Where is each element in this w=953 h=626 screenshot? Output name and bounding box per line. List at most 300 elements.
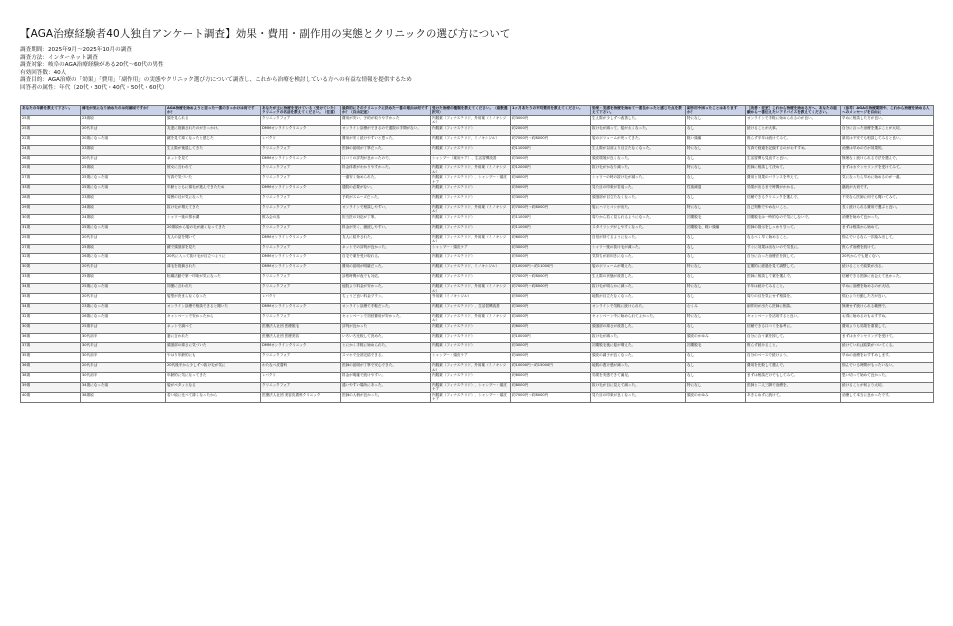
table-cell: 性欲減退 [686,185,746,195]
table-cell: 続けることで結果が出る。 [841,264,934,274]
table-cell: 20代半ば [81,363,166,373]
table-cell: 25歳になった頃 [81,224,166,234]
table-cell: 髪にハリとコシが出た。 [591,205,686,215]
table-cell: 軽い頭痛 [686,135,746,145]
table-row [21,343,934,353]
table-cell: 26歳になった頃 [81,313,166,323]
table-cell: なし [686,125,746,135]
table-cell: 27歳 [21,175,81,185]
table-cell: 薄毛を指摘された [166,264,261,274]
table-cell: 料金体系がわかりやすかった。 [341,165,431,175]
table-cell: 25歳 [21,116,81,126]
column-header: （参考）AGAの治療期間や、これから治療を始める人へのメッセージを自由に [841,106,934,116]
table-cell: ネットで調べて [166,323,261,333]
table-cell: 内服薬（フィナステリド、外用薬（ミノキシジル） [431,234,511,244]
table-cell: 地肌の透け感が減った。 [591,363,686,373]
table-cell: 内服薬（フィナステリド） [431,195,511,205]
table-cell: 抜け毛が目に見えて減った。 [591,383,686,393]
table-cell: 約12000円 [511,165,591,175]
table-cell: 25歳になった頃 [81,284,166,294]
table-cell: キャンペーンを活用すると良い。 [746,313,841,323]
table-cell: オンライン診療で手軽だった。 [341,303,431,313]
table-cell: 約4000円 [511,353,591,363]
table-cell: 内服薬（フィナステリド） [431,274,511,284]
table-cell: 20代に入って抜け毛が目立つように [166,254,261,264]
table-cell: 約3000円 [511,116,591,126]
table-cell: まずはカウンセリングを受けて。 [841,333,934,343]
table-cell: 内服薬（フィナステリド） [431,333,511,343]
table-cell: 約6000円 [511,323,591,333]
table-cell: 31歳 [21,224,81,234]
table-cell: 不安なら医師に何でも聞いてみて。 [841,195,934,205]
table-cell: 妻に言われた [166,333,261,343]
table-cell: 特になし [686,116,746,126]
table-row [21,363,934,373]
table-cell: 内服薬（フィナステリド） [431,224,511,234]
table-cell: 料金が安く、継続しやすい。 [341,224,431,234]
table-cell: 早めの治療をおすすめします。 [841,353,934,363]
table-cell: 内服薬（フィナステリド、外用薬（ミノキシジル） [431,116,511,126]
table-cell: 友達に指摘されたのがきっかけ。 [166,125,261,135]
table-cell: 32歳 [21,313,81,323]
table-cell: 26歳 [21,155,81,165]
table-cell: 内服薬（フィナステリド） [431,125,511,135]
table-cell: なし [686,363,746,373]
table-cell: 医師に相談して決めて。 [746,165,841,175]
table-cell: 初期脱毛 [686,343,746,353]
table-cell: 30代前半 [81,353,166,363]
table-cell: DMMオンラインクリニック [261,264,341,274]
table-cell: 内服薬（フィナステリド、外用薬（ミノキシジル） [431,284,511,294]
table-cell: オンラインで相談しやすい。 [341,205,431,215]
table-cell: 20代半ば [81,264,166,274]
column-header: 1ヶ月あたりの平均費用を教えてください。 [511,106,591,116]
survey-table [20,105,934,403]
table-cell: 20代半ば [81,155,166,165]
table-cell: 評判が良かった [341,323,431,333]
table-cell: 頭頂部の薄さが改善した。 [591,323,686,333]
table-cell: 抜け毛が減った。 [591,333,686,343]
table-cell: 医師の説明が丁寧だった。 [341,145,431,155]
table-row [21,175,934,185]
table-cell: 髪のボリュームが増えた。 [591,264,686,274]
table-cell: 25歳 [21,234,81,244]
table-row [21,244,934,254]
table-cell: レバクリ [261,294,341,304]
table-cell: なるべく早く始めること。 [746,234,841,244]
table-cell: 25歳 [21,165,81,175]
table-cell: オンライン診療ができるので通院の手間がない。 [341,125,431,135]
table-row [21,373,934,383]
table-cell: 内服薬（フィナステリド） [431,343,511,353]
column-header: 薄毛が気になり始めたのは何歳頃ですか？ [81,106,166,116]
table-cell: 自分に合う薬を探して。 [746,333,841,343]
table-cell: 頭皮の調子が良くなった。 [591,353,686,363]
table-cell: オンライン診療で相談できると聞いた [166,303,261,313]
table-cell: 生活習慣も見直すと良い。 [746,155,841,165]
table-cell: 24歳頃 [81,214,166,224]
table-cell: 初期脱毛後に髪が増えた。 [591,343,686,353]
table-row [21,274,934,284]
table-cell: スタイリングがしやすくなった。 [591,224,686,234]
table-cell: 内服薬（フィナステリド）、シャンプー・頭皮ケア [431,392,511,402]
table-cell: 他院より料金が安かった。 [341,284,431,294]
table-cell: 継続が大切です。 [841,185,934,195]
table-cell: 髪がペタッとなる [166,383,261,393]
table-cell: 費用を比較して選んで。 [746,363,841,373]
table-cell: 転職活動で第一印象が気になった [166,274,261,284]
table-cell: スマホで全部完結できる。 [341,353,431,363]
table-cell: 35歳 [21,294,81,304]
table-cell: 39歳 [21,383,81,393]
table-cell: オンラインで気軽に続けられた。 [591,303,686,313]
table-cell: 内服薬（フィナステリド、外用薬（ミノキシジル） [431,205,511,215]
table-row [21,205,934,215]
table-cell: 約6000円 [511,373,591,383]
table-cell: 20代半ば [81,294,166,304]
table-row [21,145,934,155]
table-cell: 長く続けられる費用で選ぶと良い。 [841,205,934,215]
table-cell: 内服薬（フィナステリド） [431,185,511,195]
table-cell: 頭を見られる [166,116,261,126]
table-row [21,323,934,333]
table-cell: 自分に合った治療を選ぶことが大切。 [841,125,934,135]
table-cell: 32歳 [21,254,81,264]
table-cell: 信頼できる口コミを参考に。 [746,323,841,333]
table-cell: なし [686,353,746,363]
table-cell: 初期脱毛、軽い頭痛 [686,224,746,234]
table-cell: 頭頂部の薄さに気づいた [166,343,261,353]
table-cell: とにかく手軽に始められた。 [341,343,431,353]
table-cell: 彼女に言われて [166,165,261,175]
table-cell: 20代半ば [81,234,166,244]
column-header: ［改善・変更］これから治療を始める方へ、あなたの経験から一番伝えたいアドバイスを教えてください。 [746,106,841,116]
table-cell: 約7000円〜約8000円 [511,205,591,215]
table-cell: 約5000円 [511,254,591,264]
table-cell: 生え際が少しずつ改善した。 [591,116,686,126]
table-cell: 悩むより行動した方が良い。 [841,294,934,304]
table-cell: 医療法人社団 医療脱毛 [261,323,341,333]
table-row [21,214,934,224]
table-cell: 早めに相談した方が良い。 [841,116,934,126]
table-cell: 25歳頃 [81,274,166,284]
table-cell: 飲み会の話 [261,214,341,224]
table-cell: 初期脱毛 [686,214,746,224]
table-cell: 内服薬（フィナステリド） [431,373,511,383]
table-cell: なし [686,175,746,185]
table-cell: なし [686,254,746,264]
table-cell: 25歳になった頃 [81,175,166,185]
table-cell: 約8000円 [511,383,591,393]
table-row [21,254,934,264]
table-cell: 約11000円 [511,224,591,234]
column-header: 副作用や困ったことはありますか？ [686,106,746,116]
table-cell: クリニックフォア [261,205,341,215]
table-cell: 内服薬（フィナステリド、外用薬（ミノキシジル） [431,363,511,373]
table-cell: 20歳頃から髪の毛が細くなってきた [166,224,261,234]
table-cell: 年齢的に気になってきた [166,373,261,383]
table-row [21,284,934,294]
table-cell: 30歳 [21,214,81,224]
table-header-row [21,106,934,116]
table-cell: 医師に相談して薬を選んで。 [746,274,841,284]
table-row [21,234,934,244]
table-cell: 35歳 [21,353,81,363]
table-cell: 費用の説明が明確だった。 [341,264,431,274]
table-cell: 34歳 [21,284,81,294]
table-cell: 約6000円 [511,234,591,244]
table-cell: クリニックフォア [261,353,341,363]
table-cell: 周りから若く見られるようになった。 [591,214,686,224]
column-header: 効果・実感を治療を始めて一番良かったと感じた点を教えて下さい。 [591,106,686,116]
table-cell: 28歳 [21,195,81,205]
table-cell: 写真で気づいた [166,175,261,185]
table-cell: クリニックフォア [261,145,341,155]
table-cell: 25歳半ば [81,323,166,333]
table-cell: あきらめずに続けて。 [746,392,841,402]
table-cell: 自分のペースで続けよう。 [746,353,841,363]
table-cell: 費用よりも効果を重視して。 [841,323,934,333]
table-cell: やはり年齢的にも [166,353,261,363]
table-cell: お得に始めるのもおすすめ。 [841,313,934,323]
table-cell: シャンプー（薬用ケア）、生活習慣改善 [431,155,511,165]
table-cell: 焦らず半年は続けてみて。 [746,135,841,145]
table-cell: まずは相談だけでもしてみて。 [746,373,841,383]
table-cell: クリニックフォア [261,284,341,294]
table-cell: ちょうど良い料金プラン。 [341,294,431,304]
table-row [21,155,934,165]
table-row [21,392,934,402]
table-cell: 費用が安く続けやすいと思った。 [341,135,431,145]
table-cell: 抜け毛が増えてきた [166,205,261,215]
table-cell: キャンペーンで安かったから [166,313,261,323]
table-cell: 自信が持てるようになった。 [591,234,686,244]
table-cell: ネットを見て [166,155,261,165]
table-cell: 内服薬（フィナステリド） [431,323,511,333]
table-cell: 料金が明確で続けやすい。 [341,373,431,383]
table-cell: 37歳 [21,343,81,353]
table-cell: 治療は早めの方が効果的。 [841,145,934,155]
table-cell: 最初は不安でも相談してみると良い。 [841,135,934,145]
table-cell: 診察時間が夜でも対応。 [341,274,431,284]
table-cell: 医療法人社団 美容皮膚科クリニック [261,392,341,402]
table-cell: 半年は続けてみること。 [746,284,841,294]
table-cell: 23歳頃 [81,195,166,205]
table-cell: 周りの目を気にせず相談を。 [746,294,841,304]
table-cell: キャンペーンで初回費用が安かった。 [341,313,431,323]
column-header: AGA治療を始めようと思った一番のきっかけは何ですか？ [166,106,261,116]
table-cell: 約5000円 [511,185,591,195]
table-cell: 通院の必要がない。 [341,185,431,195]
table-cell: DMMオンラインクリニック [261,234,341,244]
table-cell: 信頼できる医師に出会えて良かった。 [841,274,934,284]
table-cell: 鏡で頭頂部を見た [166,244,261,254]
table-cell: 25歳頃 [81,165,166,175]
table-cell: 20歳になった頃 [81,135,166,145]
table-cell: 友人に紹介された。 [341,234,431,244]
table-cell: 自分に合った治療法を探して。 [746,254,841,264]
table-cell: DMMオンラインクリニック [261,343,341,353]
table-cell: 見た目の印象が良くなった。 [591,392,686,402]
table-cell: 抜け毛が減って、髪が太くなった。 [591,125,686,135]
table-cell: 約7000円〜約8000円 [511,274,591,284]
table-row [21,125,934,135]
table-cell: 約10000円 [511,333,591,343]
table-cell: むくみ [686,303,746,313]
table-cell: 医師の説明が丁寧で安心できた。 [341,363,431,373]
table-cell: 22歳 [21,135,81,145]
table-cell: 特になし [686,145,746,155]
table-cell: 25歳になった頃 [81,185,166,195]
table-cell: 36歳 [21,363,81,373]
table-cell: 費用が安い、予約が取りやすかった [341,116,431,126]
table-cell: 約3000円 [511,343,591,353]
table-cell: 27歳 [21,244,81,254]
table-cell: すぐに効果は出ないので気長に。 [746,244,841,254]
table-cell: 定期的に経過を見て調整して。 [746,264,841,274]
table-cell: 約7000円〜約8000円 [511,284,591,294]
table-cell: クリニックフォア [261,224,341,234]
table-cell: 通いやすい場所にあった。 [341,383,431,393]
page-title: 【AGA治療経験者40人独自アンケート調査】効果・費用・副作用の実態とクリニックの選び方について [20,28,511,40]
table-cell: DMMオンラインクリニック [261,254,341,264]
table-cell: 無理なく続けられる方法を選んで。 [841,155,934,165]
column-header: 最終的にそのクリニックに決めた一番の理由は何ですか？（自由記述） [341,106,431,116]
table-cell: なし [686,323,746,333]
table-cell: なし [686,294,746,304]
table-cell: まずはカウンセリングを受けてみて。 [841,165,934,175]
table-cell: 効果が出るまで時間がかかる。 [746,185,841,195]
table-cell: 見た目の印象が若返った。 [591,185,686,195]
table-cell: 悩んでいる時間がもったいない。 [841,363,934,373]
table-cell: 特になし [686,383,746,393]
table-cell: レバクリ [261,135,341,145]
meta-line: 調査期間：2025年9月〜2025年10月の調査 [20,47,132,53]
table-cell: 頭皮のかゆみ [686,392,746,402]
table-cell: 33歳 [21,274,81,284]
table-cell: クリニックフォア [261,244,341,254]
table-cell: 髪のボリュームが戻ってきた。 [591,135,686,145]
table-cell: 無理せず続けられる範囲で。 [841,303,934,313]
table-cell: 38歳 [21,373,81,383]
meta-line: 回答者の属性：年代（20代・30代・40代・50代・60代） [20,84,168,91]
table-cell: 口コミの評判が良かったので。 [341,155,431,165]
table-cell: シャンプー・頭皮ケア [431,353,511,363]
table-cell: 悩んでいるなら一歩踏み出して。 [841,234,934,244]
meta-line: 調査目的：AGA治療の「効果」「費用」「副作用」の実態やクリニック選び方について調査し、これから治療を検討している方への有益な情報を提供するため [20,77,412,84]
table-cell: 33歳 [21,185,81,195]
table-cell: 気持ちが前向きになった。 [591,254,686,264]
table-cell: シャワー後の抜け毛が減った。 [591,244,686,254]
table-cell: 周囲の目が気になった [166,195,261,205]
table-cell: 頭皮のかゆみ [686,333,746,343]
table-cell: 抜け毛が明らかに減った。 [591,284,686,294]
table-row [21,313,934,323]
table-cell: 内服薬（フィナステリド）、シャンプー・頭皮ケア [431,175,511,185]
table-cell: 約7000円〜約8000円 [511,135,591,145]
table-cell: 34歳になった頃 [81,383,166,393]
table-cell: 頭頂部が目立たなくなった。 [591,195,686,205]
table-cell: 抜け毛がかなり減った。 [591,165,686,175]
table-cell: 約3000円 [511,195,591,205]
table-cell: クリニックフォア [261,313,341,323]
meta-line: 調査対象：岐阜のAGA治療経験がある20代〜60代の男性 [20,62,164,69]
table-row [21,353,934,363]
column-header: 受けた治療の種類を教えてください。（複数選択可） [431,106,511,116]
table-cell: 自己判断でやめないこと。 [746,205,841,215]
table-cell: 内服薬（フィナステリド、外用薬（ミノキシジル） [431,313,511,323]
table-cell: 医療法人社団 医療美容 [261,333,341,343]
table-cell: 20代後半から少しずつ抜け毛が気に [166,363,261,373]
table-cell: 一番安く始められた。 [341,175,431,185]
table-cell: 内服薬（フィナステリド） [431,254,511,264]
table-cell: DMMオンラインクリニック [261,185,341,195]
table-cell: 髪型が決まらなくなった [166,294,261,304]
survey-meta [20,47,412,93]
table-cell: 約10000円〜約15000円 [511,363,591,373]
table-cell: 20代半ば [81,125,166,135]
table-cell: 23歳頃 [81,116,166,126]
table-cell: 友人の話を聞いて [166,234,261,244]
table-cell: 36歳 [21,333,81,343]
table-cell: 特になし [686,284,746,294]
table-cell: 生え際の状態が改善した。 [591,274,686,284]
table-cell: DMMオンラインクリニック [261,155,341,165]
table-cell: 40歳 [21,392,81,402]
table-cell: 副作用が出たら医師に相談。 [746,303,841,313]
table-cell: 気になったら早めに始めるのが一番。 [841,175,934,185]
table-cell: ネットでの評判が良かった。 [341,244,431,254]
table-cell: なし [686,244,746,254]
table-cell: 29歳 [21,205,81,215]
table-cell: 26歳になった頃 [81,254,166,264]
table-row [21,333,934,343]
table-cell: キャンペーン中に始められてよかった。 [591,313,686,323]
table-cell: 特になし [686,264,746,274]
table-cell: 医師と二人三脚で治療を。 [746,383,841,393]
table-cell: 続けることが何より大切。 [841,383,934,393]
table-cell: 続けることが大事。 [746,125,841,135]
table-row [21,224,934,234]
table-cell: 外用薬（ミノキシジル） [431,294,511,304]
table-cell: 自宅で薬を受け取れる。 [341,254,431,264]
table-cell: 生え際が以前より目立たなくなった。 [591,145,686,155]
table-cell: 特になし [686,313,746,323]
table-row [21,135,934,145]
table-cell: 30歳 [21,323,81,333]
meta-line: 調査方法：インターネット調査 [20,54,98,61]
table-row [21,165,934,175]
table-cell: 若い頃に比べて薄くなったから [166,392,261,402]
table-cell: 内服薬（フィナステリド）、シャンプー・頭皮ケア [431,383,511,393]
table-cell: 焦らず治療を続けて。 [841,244,934,254]
table-cell: 23歳になった頃 [81,303,166,313]
table-cell: 約10000円〜約11000円 [511,264,591,274]
table-cell: 同僚に言われた [166,284,261,294]
table-cell: 30歳 [21,264,81,274]
table-cell: まずは相談から始めて。 [841,224,934,234]
table-cell: シャンプー・頭皮ケア [431,244,511,254]
table-cell: 医師の人柄が良かった。 [341,392,431,402]
table-cell: シャワー後の排水溝 [166,214,261,224]
table-cell: 特になし [686,205,746,215]
table-cell: DMMオンラインクリニック [261,303,341,313]
table-cell: 23歳頃 [81,145,166,155]
table-row [21,195,934,205]
table-cell: 24歳 [21,145,81,155]
table-cell: クリニックフォア [261,195,341,205]
table-cell: 約3000円 [511,303,591,313]
